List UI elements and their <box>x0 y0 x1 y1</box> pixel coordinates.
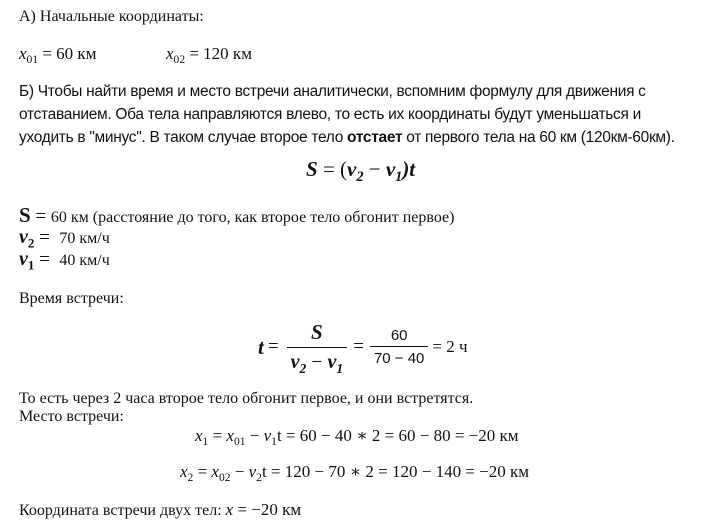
main-formula <box>306 157 416 185</box>
fraction-num-S: S <box>311 320 323 344</box>
time-eq1: = <box>267 336 279 357</box>
den-v2-sub: 2 <box>299 360 307 376</box>
formula-eq: = ( <box>317 157 348 181</box>
given-v1-sub: 1 <box>27 257 35 273</box>
time-eq2: = <box>353 336 364 357</box>
x02-value: = 120 км <box>189 44 252 63</box>
formula-v1: v <box>385 157 396 181</box>
paragraph-line-1: Б) Чтобы найти время и место встречи аналитически, вспомним формулу для движения с <box>19 83 646 100</box>
formula-S: S <box>306 157 318 181</box>
formula-v2-sub: 2 <box>356 168 364 185</box>
formula-v1-sub: 1 <box>395 168 403 185</box>
x01-equation <box>19 44 97 67</box>
x1-x0: x <box>226 426 234 445</box>
final-var: x <box>225 500 234 519</box>
x01-sub: 01 <box>26 53 39 67</box>
given-v1-label: v <box>19 248 28 270</box>
x2-x0: x <box>211 462 219 481</box>
x01-var: x <box>19 44 27 63</box>
given-v1-value: 40 км/ч <box>59 252 110 269</box>
x2-rest: t = 120 − 70 ∗ 2 = 120 − 140 = −20 км <box>261 462 530 481</box>
x01-value: = 60 км <box>42 44 97 63</box>
x02-sub: 02 <box>173 53 186 67</box>
den-v2: v <box>290 351 300 373</box>
x1-rest: t = 60 − 40 ∗ 2 = 60 − 80 = −20 км <box>276 426 519 445</box>
time-t: t <box>258 334 264 359</box>
x1-lhs: x <box>195 426 203 445</box>
line3-bold: отстает <box>347 129 403 146</box>
x2-formula: $x_2 = x_{02} - v_2t = 120 - 70$ ∗ 2 = 120 − 140 = −20 км <box>180 462 530 485</box>
section-a-heading: А) Начальные координаты: <box>19 8 204 25</box>
time-result: = 2 ч <box>432 337 468 356</box>
conclusion-line-2: Место встречи: <box>19 408 124 425</box>
formula-close: )t <box>402 157 416 181</box>
given-v1 <box>19 248 110 272</box>
given-S-eq: = <box>30 206 51 227</box>
given-v2-value: 70 км/ч <box>59 230 110 247</box>
x2-v: v <box>248 462 257 481</box>
x2-lhs-sub: 2 <box>187 471 194 485</box>
x1-x0-sub: 01 <box>233 435 246 449</box>
formula-minus: − <box>363 157 386 181</box>
given-v2-label: v <box>19 226 28 248</box>
given-v2 <box>19 226 110 250</box>
conclusion-line-1: То есть через 2 часа второе тело обгонит первое, и они встретятся. <box>19 390 474 407</box>
x1-v: v <box>263 426 272 445</box>
fraction-num-value: 60 <box>390 327 408 344</box>
given-v2-eq: = <box>34 227 60 248</box>
fraction-den-symbolic <box>287 347 348 374</box>
formula-v2: v <box>347 157 357 181</box>
given-S-value: 60 км (расстояние до того, как второе тело обгонит первое) <box>50 209 455 226</box>
den-minus: − <box>306 351 328 373</box>
den-v1-sub: 1 <box>336 360 344 376</box>
x2-lhs: x <box>180 462 188 481</box>
x1-lhs-sub: 1 <box>202 435 209 449</box>
x1-formula: $x_1 = x_{01} - v_1t = 60 - 40$ ∗ 2 = 60 − 80 = −20 км <box>195 426 519 449</box>
x2-x0-sub: 02 <box>218 471 231 485</box>
x2-v-sub: 2 <box>256 471 262 485</box>
section-b-paragraph <box>19 80 675 149</box>
line3-post: от первого тела на 60 км (120км-60км). <box>402 129 675 146</box>
time-formula <box>258 320 468 374</box>
given-v2-sub: 2 <box>27 235 35 251</box>
given-v1-eq: = <box>34 249 60 270</box>
final-text: Координата встречи двух тел: <box>19 502 226 519</box>
x02-equation <box>166 44 252 67</box>
x02-var: x <box>166 44 174 63</box>
given-S-label: S <box>19 203 31 227</box>
final-answer <box>19 500 301 522</box>
paragraph-line-3 <box>19 126 675 149</box>
time-heading: Время встречи: <box>19 290 124 307</box>
final-value: = −20 км <box>233 500 302 519</box>
fraction-den-value: 70 − 40 <box>370 346 428 367</box>
symbolic-fraction <box>287 320 348 374</box>
line3-pre: уходить в "минус". В таком случае второе тело <box>19 129 348 146</box>
den-v1: v <box>327 351 337 373</box>
x1-v-sub: 1 <box>271 435 277 449</box>
paragraph-line-2: отставанием. Оба тела направляются влево, то есть их координаты будут уменьшаться и <box>19 106 641 123</box>
numeric-fraction <box>370 327 428 367</box>
